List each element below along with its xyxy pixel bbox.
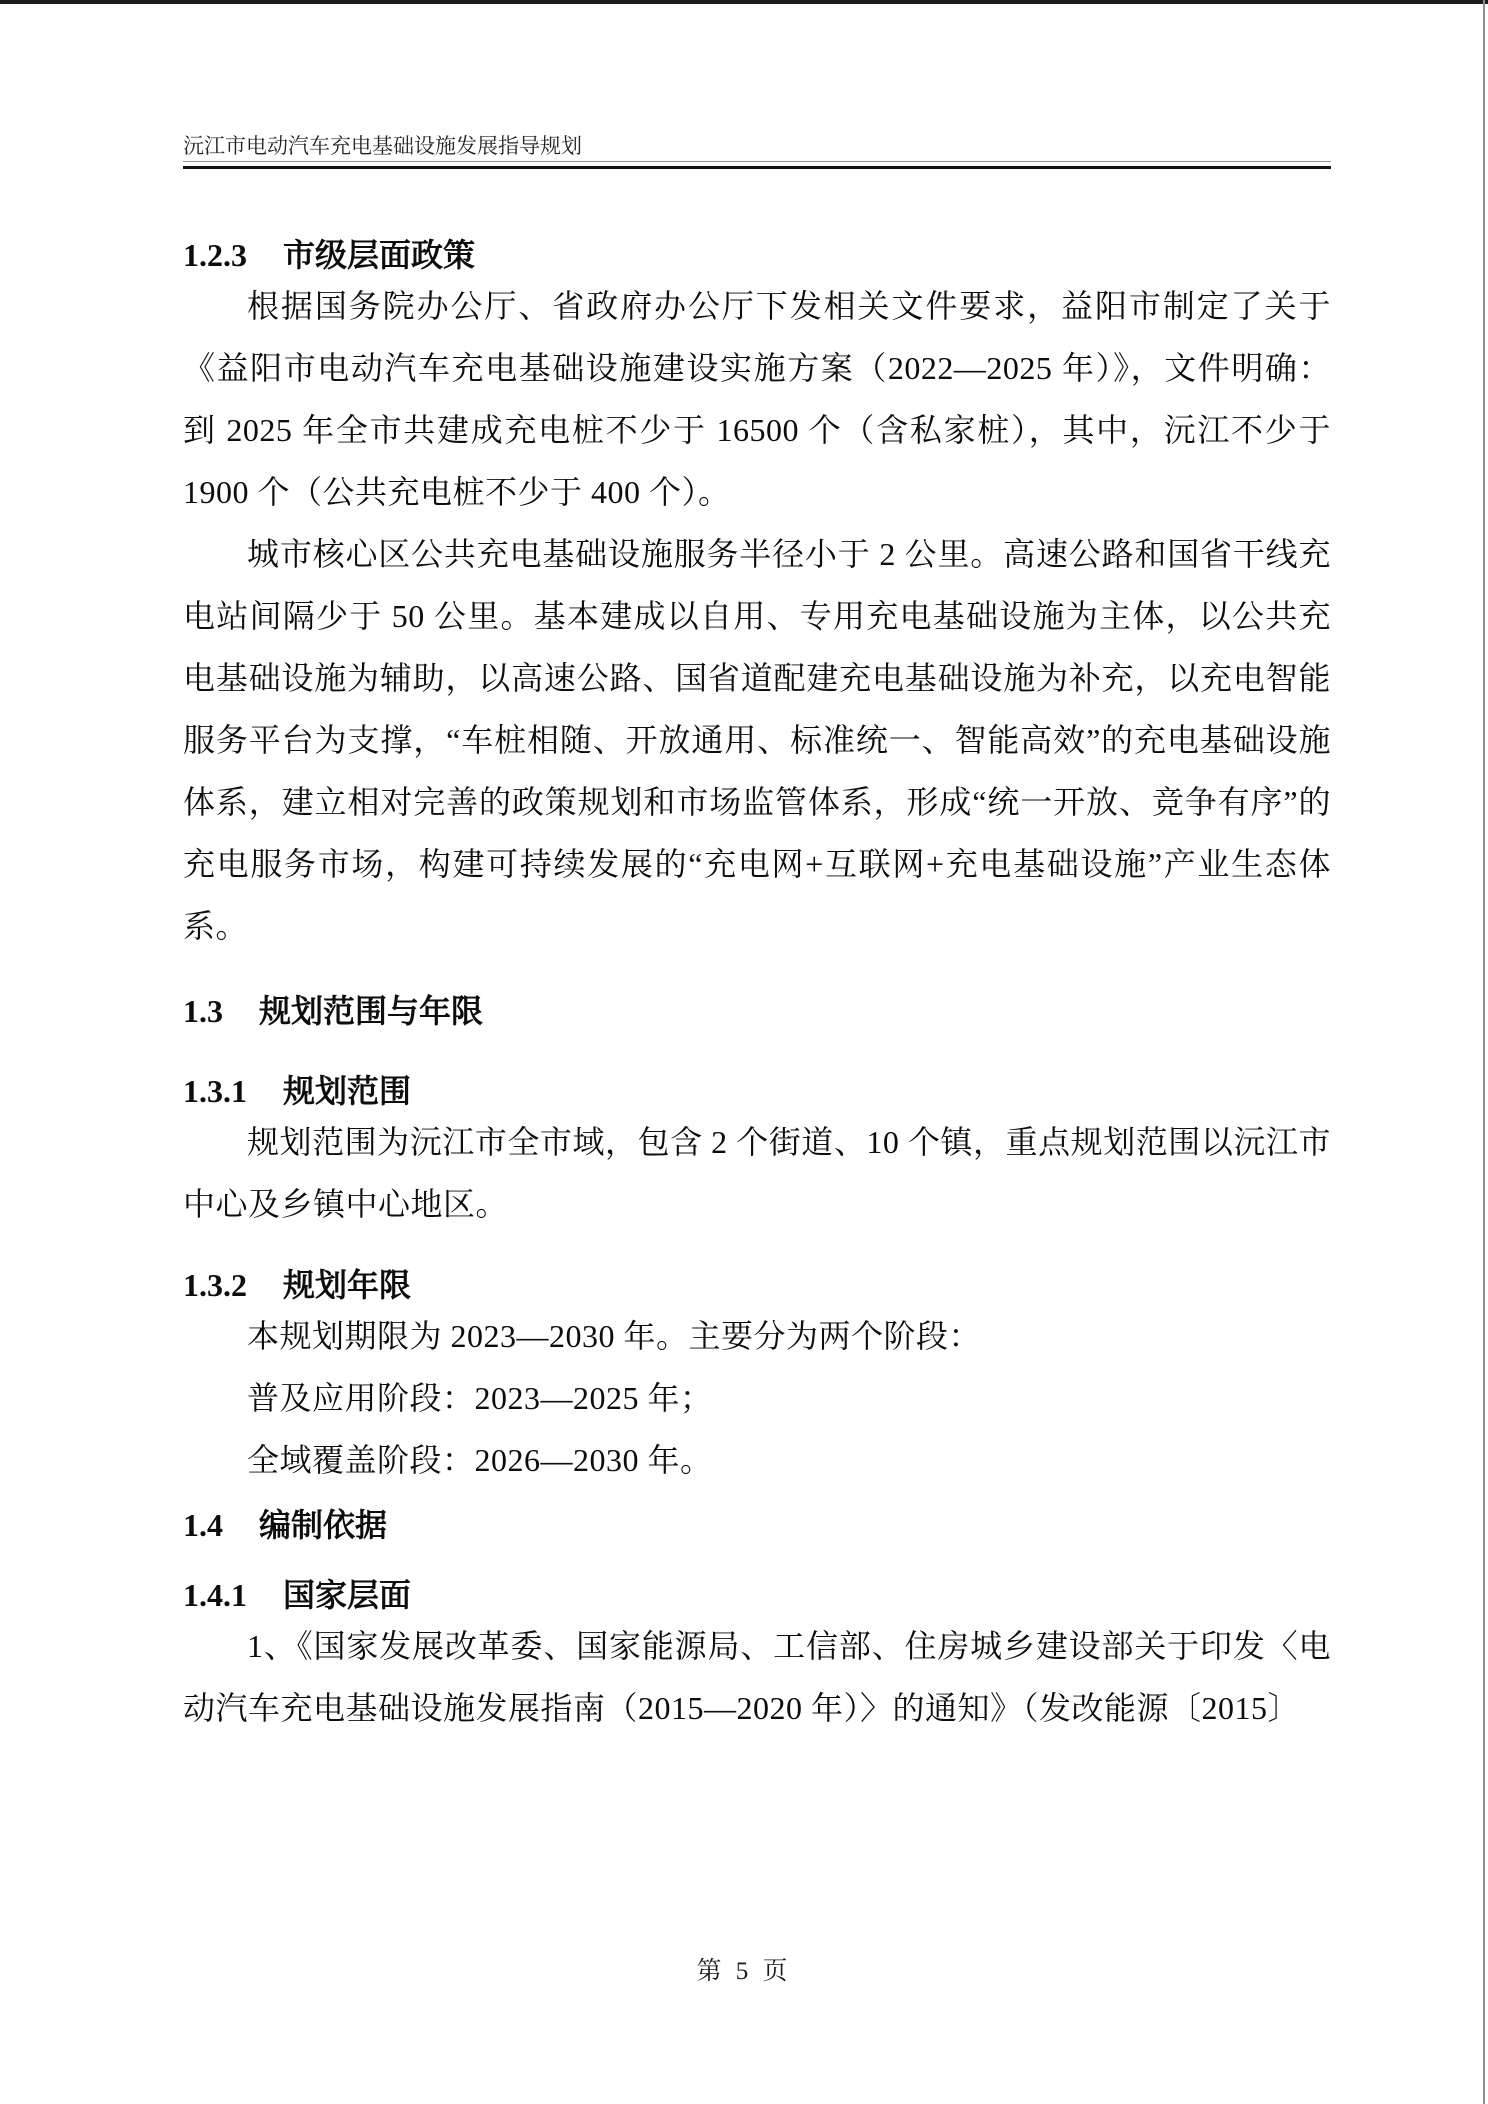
paragraph-planning-scope: 规划范围为沅江市全市域，包含 2 个街道、10 个镇，重点规划范围以沅江市中心及乡镇中心地区。: [183, 1124, 1331, 1222]
section-number: 1.3.2: [183, 1267, 247, 1303]
running-header: [183, 0, 1331, 169]
section-title: 编制依据: [259, 1507, 388, 1543]
page-content: [183, 0, 1331, 1739]
section-title: 市级层面政策: [283, 237, 476, 273]
section-number: 1.4.1: [183, 1577, 247, 1613]
paragraph-city-policy-1: 根据国务院办公厅、省政府办公厅下发相关文件要求，益阳市制定了关于《益阳市电动汽车充电基础设施建设实施方案（2022—2025 年）》，文件明确：到 2025 年全市共建成充电桩不少于 16500 个（含私家桩），其中，沅江不少于 1900 个（公共充电桩不少于 400 个）。: [183, 288, 1331, 510]
section-heading-1-4: [183, 1505, 1331, 1545]
header-rule: [183, 161, 1331, 162]
page-number: [0, 1956, 1488, 1988]
section-title: 国家层面: [283, 1577, 412, 1613]
paragraph-planning-period: 本规划期限为 2023—2030 年。主要分为两个阶段：: [247, 1318, 982, 1354]
running-header-title: 沅江市电动汽车充电基础设施发展指导规划: [183, 134, 582, 158]
section-number: 1.4: [183, 1507, 223, 1543]
paragraph-stage-2: 全域覆盖阶段：2026—2030 年。: [247, 1442, 713, 1478]
section-title: 规划范围: [283, 1073, 412, 1109]
section-heading-1-4-1: [183, 1575, 1331, 1615]
section-heading-1-3-1: [183, 1071, 1331, 1111]
page-right-edge: [1483, 0, 1485, 2104]
paragraph-city-policy-2: 城市核心区公共充电基础设施服务半径小于 2 公里。高速公路和国省干线充电站间隔少于 50 公里。基本建成以自用、专用充电基础设施为主体，以公共充电基础设施为辅助，以高速公路、国省道配建充电基础设施为补充，以充电智能服务平台为支撑，“车桩相随、开放通用、标准统一、智能高效”的充电基础设施体系，建立相对完善的政策规划和市场监管体系，形成“统一开放、竞争有序”的充电服务市场，构建可持续发展的“充电网+互联网+充电基础设施”产业生态体系。: [183, 536, 1331, 944]
section-heading-1-3: [183, 991, 1331, 1031]
section-heading-1-2-3: [183, 235, 1331, 275]
paragraph-stage-1: 普及应用阶段：2023—2025 年；: [247, 1380, 713, 1416]
section-number: 1.3: [183, 993, 223, 1029]
section-title: 规划范围与年限: [259, 993, 484, 1029]
section-title: 规划年限: [283, 1267, 412, 1303]
paragraph-national-basis-1: 1、《国家发展改革委、国家能源局、工信部、住房城乡建设部关于印发〈电动汽车充电基础设施发展指南（2015—2020 年）〉的通知》（发改能源〔2015〕: [183, 1628, 1331, 1726]
section-heading-1-3-2: [183, 1265, 1331, 1305]
section-number: 1.2.3: [183, 237, 247, 273]
page-number-label: 第 5 页: [696, 1958, 792, 1985]
section-number: 1.3.1: [183, 1073, 247, 1109]
